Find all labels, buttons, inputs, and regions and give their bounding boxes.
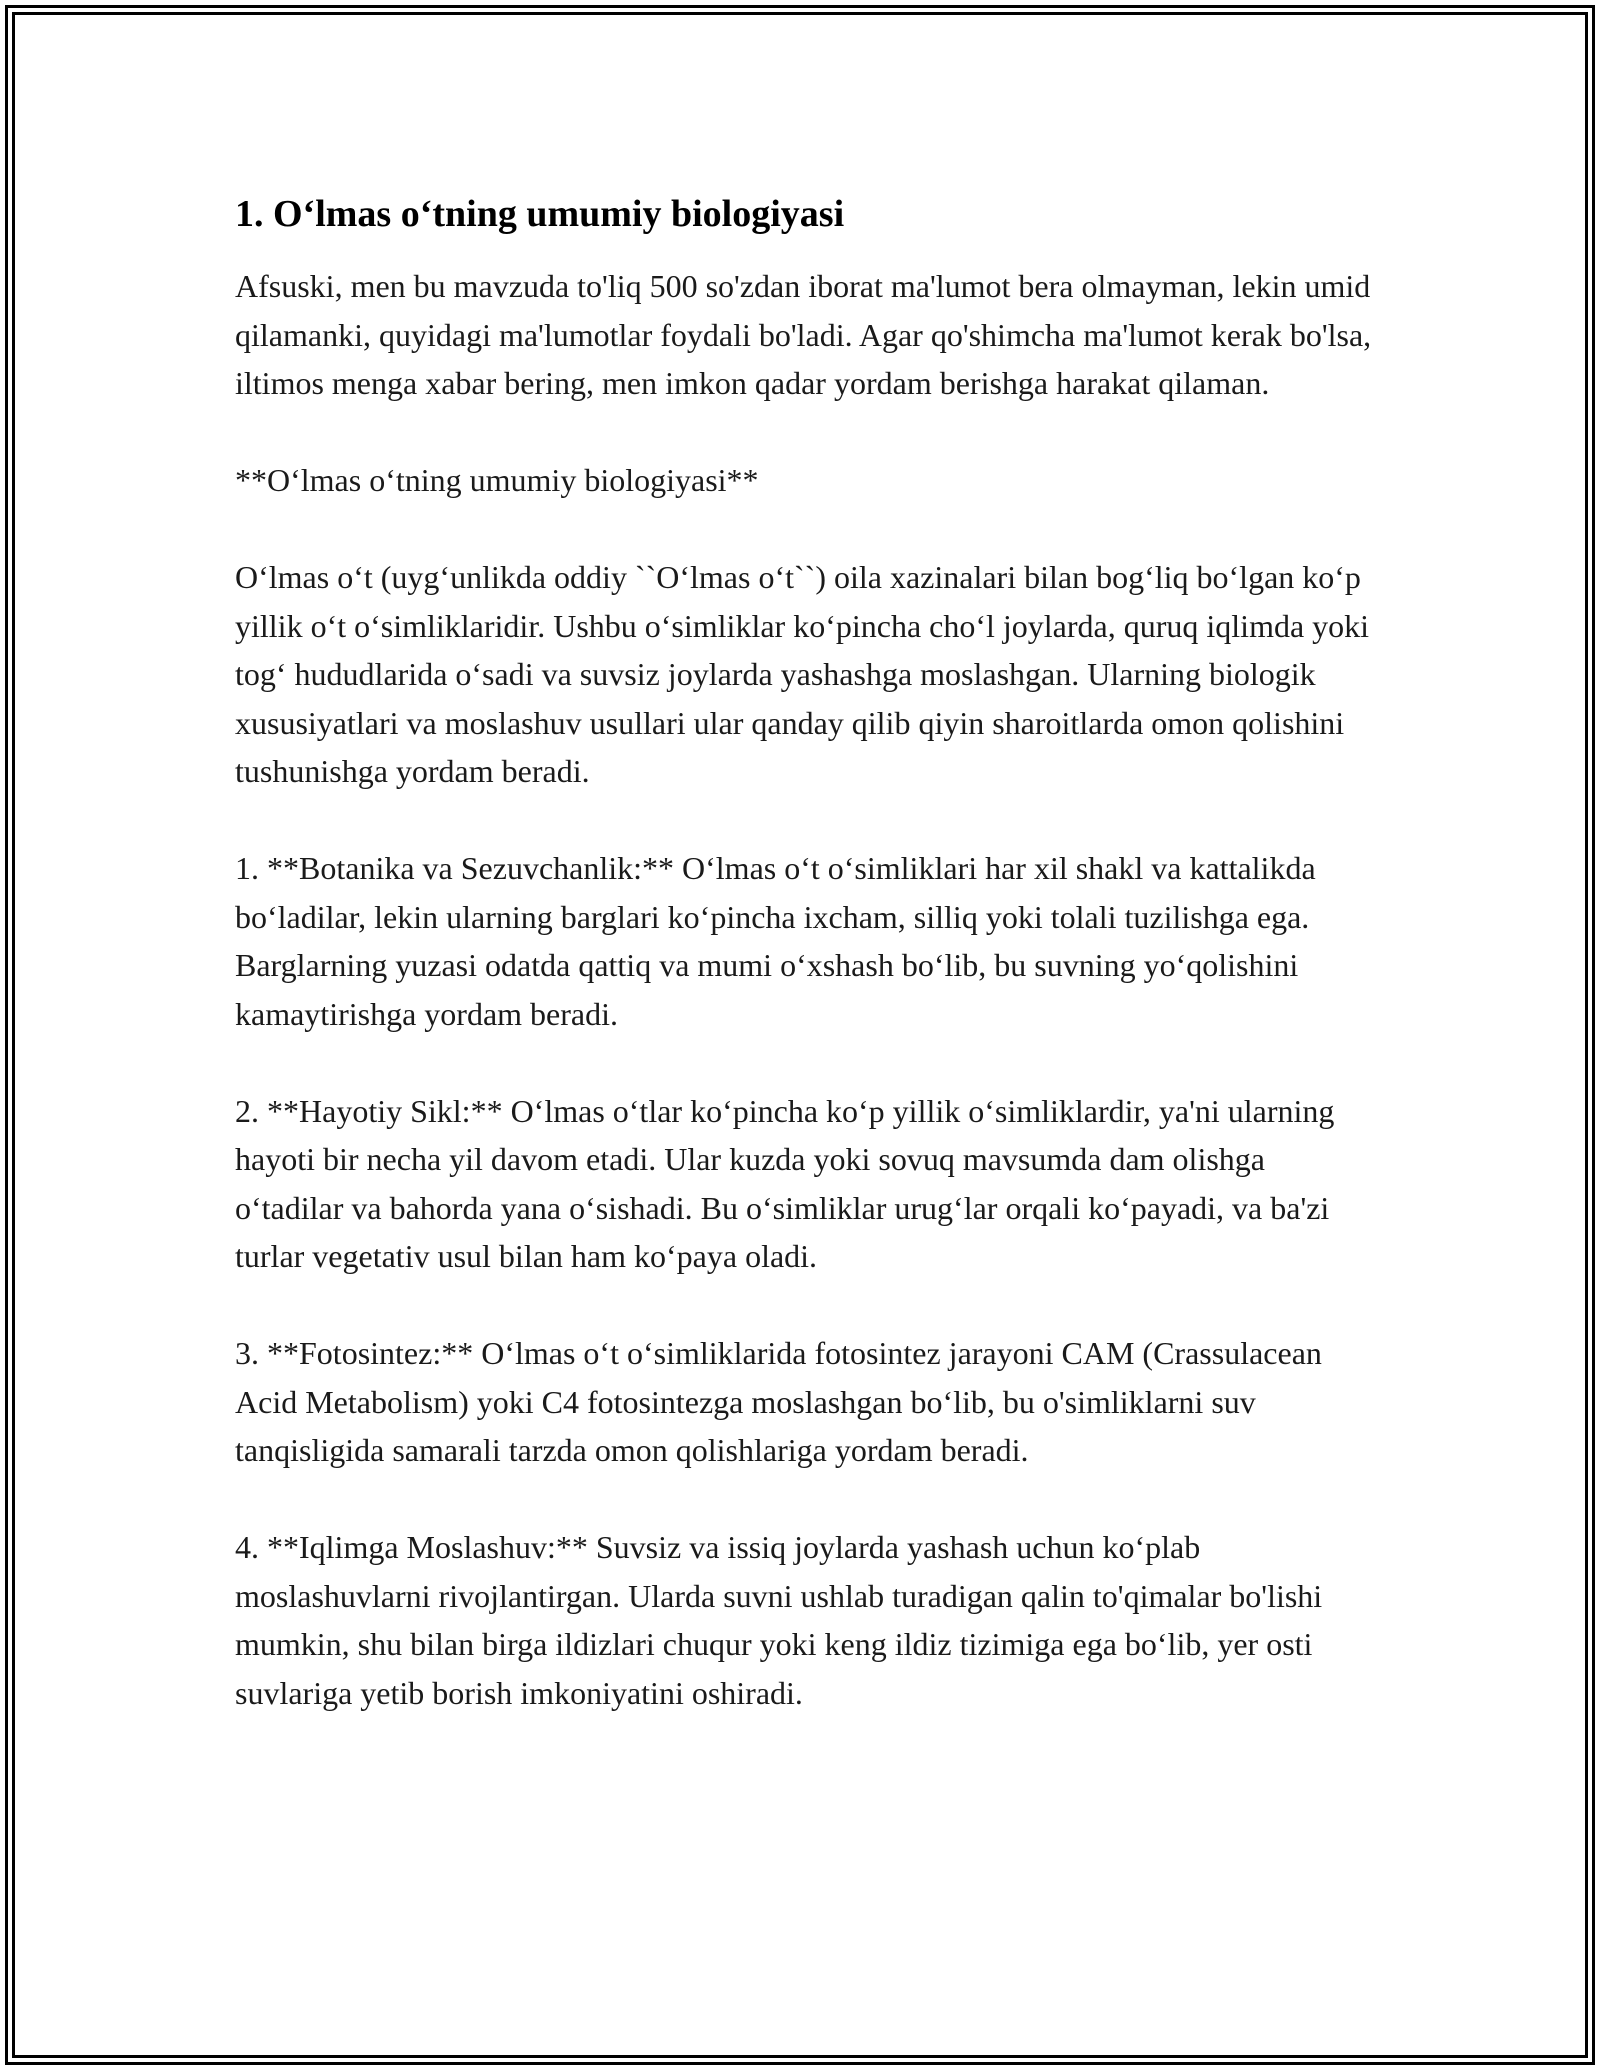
overview-paragraph: O‘lmas o‘t (uyg‘unlikda oddiy ``O‘lmas o‘t``) oila xazinalari bilan bog‘liq bo‘lgan ko‘p yillik o‘t o‘simliklaridir. Ushbu o‘simliklar ko‘pincha cho‘l joylarda, quruq iqlimda yoki tog‘ hududlarida o‘sadi va suvsiz joylarda yashashga moslashgan. Ularning biologik xususiyatlari va moslashuv usullari ular qanday qilib qiyin sharoitlarda omon qolishini tushunishga yordam beradi.	[235, 559, 1370, 789]
list-item-iqlimga-moslashuv: 4. **Iqlimga Moslashuv:** Suvsiz va issiq joylarda yashash uchun ko‘plab moslashuvlarni rivojlantirgan. Ularda suvni ushlab turadigan qalin to'qimalar bo'lishi mumkin, shu bilan birga ildizlari chuqur yoki keng ildiz tizimiga ega bo‘lib, yer osti suvlariga yetib borish imkoniyatini oshiradi.	[235, 1529, 1323, 1711]
list-item-botanika: 1. **Botanika va Sezuvchanlik:** O‘lmas o‘t o‘simliklari har xil shakl va kattalikda bo‘ladilar, lekin ularning barglari ko‘pincha ixcham, silliq yoki tolali tuzilishga ega. Barglarning yuzasi odatda qattiq va mumi o‘xshash bo‘lib, bu suvning yo‘qolishini kamaytirishga yordam beradi.	[235, 850, 1316, 1032]
intro-paragraph: Afsuski, men bu mavzuda to'liq 500 so'zdan iborat ma'lumot bera olmayman, lekin umid qilamanki, quyidagi ma'lumotlar foydali bo'ladi. Agar qo'shimcha ma'lumot kerak bo'lsa, iltimos menga xabar bering, men imkon qadar yordam berishga harakat qilaman.	[235, 268, 1372, 401]
section-title-paragraph: **O‘lmas o‘tning umumiy biologiyasi**	[235, 462, 759, 498]
document-heading: 1. O‘lmas o‘tning umumiy biologiyasi	[235, 193, 845, 235]
list-item-hayotiy-sikl: 2. **Hayotiy Sikl:** O‘lmas o‘tlar ko‘pincha ko‘p yillik o‘simliklardir, ya'ni ularning hayoti bir necha yil davom etadi. Ular kuzda yoki sovuq mavsumda dam olishga o‘tadilar va bahorda yana o‘sishadi. Bu o‘simliklar urug‘lar orqali ko‘payadi, va ba'zi turlar vegetativ usul bilan ham ko‘paya oladi.	[235, 1092, 1335, 1274]
document-page	[235, 188, 1375, 1766]
list-item-fotosintez: 3. **Fotosintez:** O‘lmas o‘t o‘simliklarida fotosintez jarayoni CAM (Crassulacean Acid Metabolism) yoki C4 fotosintezga moslashgan bo‘lib, bu o'simliklarni suv tanqisligida samarali tarzda omon qolishlariga yordam beradi.	[235, 1335, 1322, 1468]
